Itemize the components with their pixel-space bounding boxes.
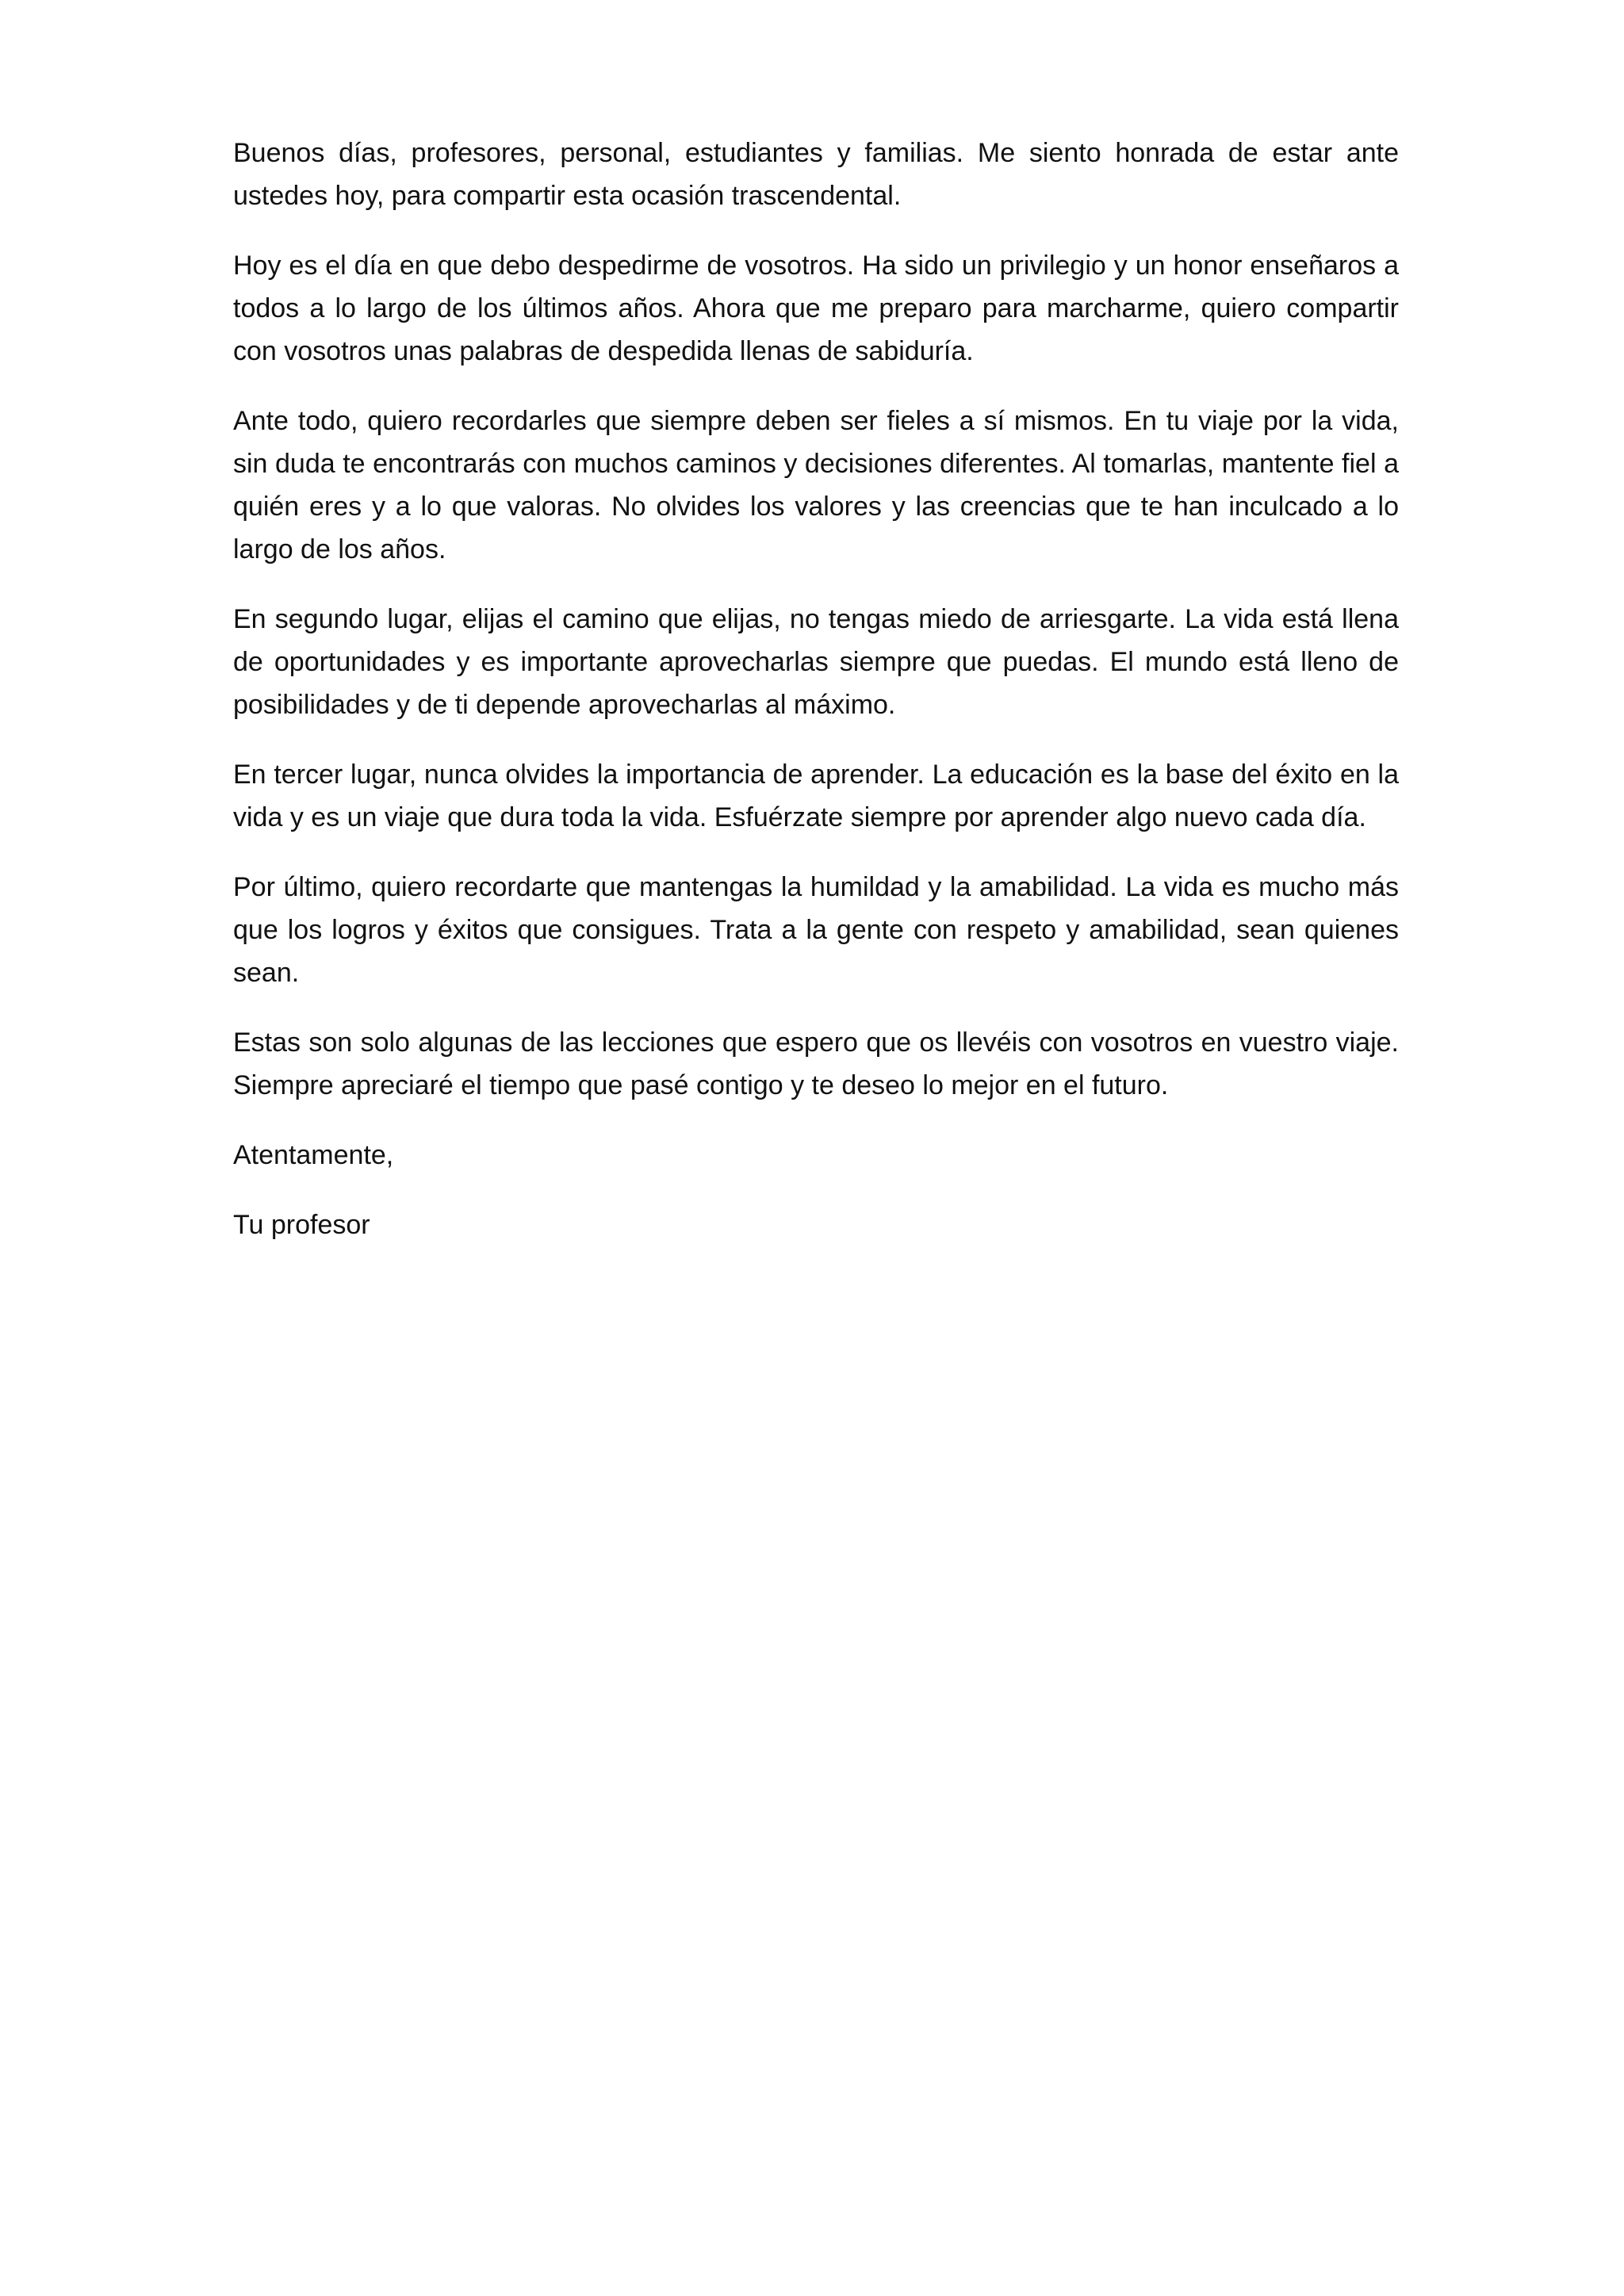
paragraph-humility: Por último, quiero recordarte que mantengas la humildad y la amabilidad. La vida es mucho más que los logros y éxitos que consigues. Trata a la gente con respeto y amabilidad, sean quienes sean. bbox=[233, 872, 1399, 988]
paragraph-be-true: Ante todo, quiero recordarles que siempre deben ser fieles a sí mismos. En tu viaje por la vida, sin duda te encontrarás con muchos caminos y decisiones diferentes. Al tomarlas, mantente fiel a quién eres y a lo que valoras. No olvides los valores y las creencias que te han inculcado a lo largo de los años. bbox=[233, 406, 1399, 564]
paragraph-farewell: Hoy es el día en que debo despedirme de vosotros. Ha sido un privilegio y un honor enseñaros a todos a lo largo de los últimos años. Ahora que me preparo para marcharme, quiero compartir con vosotros unas palabras de despedida llenas de sabiduría. bbox=[233, 251, 1399, 366]
letter-body bbox=[233, 132, 1399, 1273]
paragraph-lessons: Estas son solo algunas de las lecciones que espero que os llevéis con vosotros en vuestro viaje. Siempre apreciaré el tiempo que pasé contigo y te deseo lo mejor en el futuro. bbox=[233, 1027, 1399, 1100]
paragraph-take-risks: En segundo lugar, elijas el camino que elijas, no tengas miedo de arriesgarte. La vida está llena de oportunidades y es importante aprovecharlas siempre que puedas. El mundo está lleno de posibilidades y de ti depende aprovecharlas al máximo. bbox=[233, 604, 1399, 720]
closing: Atentamente, bbox=[233, 1140, 394, 1170]
paragraph-greeting: Buenos días, profesores, personal, estudiantes y familias. Me siento honrada de estar ante ustedes hoy, para compartir esta ocasión trascendental. bbox=[233, 138, 1399, 211]
signature: Tu profesor bbox=[233, 1210, 370, 1240]
paragraph-learning: En tercer lugar, nunca olvides la importancia de aprender. La educación es la base del éxito en la vida y es un viaje que dura toda la vida. Esfuérzate siempre por aprender algo nuevo cada día. bbox=[233, 760, 1399, 832]
